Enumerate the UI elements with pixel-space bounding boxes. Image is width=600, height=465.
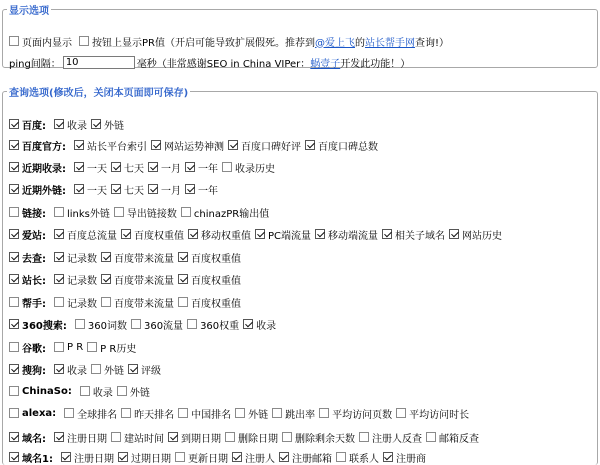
option-checkbox[interactable] — [178, 297, 188, 307]
option-label: 外链 — [104, 365, 124, 377]
query-group-row — [9, 295, 245, 309]
option-item[interactable] — [148, 182, 181, 197]
option-item[interactable] — [178, 250, 241, 265]
option-label: 百度口碑好评 — [241, 141, 301, 153]
option-checkbox[interactable] — [175, 452, 185, 462]
option-item[interactable] — [396, 406, 469, 421]
group-toggle[interactable] — [9, 362, 50, 377]
option-checkbox[interactable] — [426, 432, 436, 442]
group-toggle[interactable] — [9, 227, 50, 242]
group-checkbox[interactable] — [9, 297, 19, 307]
option-label: 注册人 — [244, 453, 275, 465]
option-label: 移动端流量 — [328, 230, 379, 242]
option-item[interactable] — [383, 450, 426, 465]
query-group-row — [9, 227, 506, 241]
option-label: PC端流量 — [268, 230, 312, 242]
option-item[interactable] — [80, 384, 113, 399]
query-group-row — [9, 117, 128, 131]
option-checkbox[interactable] — [181, 207, 191, 217]
option-checkbox[interactable] — [178, 274, 188, 284]
query-group-row — [9, 250, 245, 264]
option-label: 百度权重值 — [191, 298, 241, 310]
display-options-row — [9, 34, 453, 48]
option-checkbox[interactable] — [305, 140, 315, 150]
group-toggle[interactable] — [9, 295, 50, 310]
show-pr-mid: 的 — [354, 37, 365, 49]
option-item[interactable] — [128, 362, 161, 377]
option-checkbox[interactable] — [151, 140, 161, 150]
option-item[interactable] — [54, 250, 97, 265]
group-toggle[interactable] — [9, 317, 71, 332]
option-label: 平均访问时长 — [409, 409, 470, 421]
option-checkbox[interactable] — [185, 184, 195, 194]
group-label: 360搜索: — [22, 320, 67, 332]
option-label: P R — [67, 341, 84, 353]
option-label: 全球排名 — [77, 409, 118, 421]
option-item[interactable] — [175, 450, 228, 465]
option-label: 七天 — [124, 163, 144, 175]
author-link[interactable]: @爱上飞 — [314, 37, 355, 49]
group-label: 近期外链: — [22, 185, 66, 197]
option-checkbox[interactable] — [74, 162, 84, 172]
option-item[interactable] — [188, 227, 251, 242]
group-toggle[interactable] — [9, 138, 70, 153]
option-checkbox[interactable] — [225, 432, 235, 442]
option-checkbox[interactable] — [131, 319, 141, 329]
option-label: 外链 — [248, 409, 269, 421]
option-item[interactable] — [114, 205, 177, 220]
option-label: 百度权重值 — [134, 230, 184, 242]
query-group-row — [9, 450, 430, 464]
option-label: 记录数 — [67, 298, 97, 310]
option-checkbox[interactable] — [336, 452, 346, 462]
option-label: 联系人 — [348, 453, 379, 465]
query-options-panel — [2, 84, 598, 465]
group-checkbox[interactable] — [9, 386, 19, 396]
group-checkbox[interactable] — [9, 452, 19, 462]
option-label: 导出链接数 — [126, 208, 177, 220]
option-checkbox[interactable] — [315, 229, 325, 239]
option-label: 删除日期 — [238, 433, 278, 445]
option-item[interactable] — [282, 430, 355, 445]
group-label: 帮手: — [22, 298, 46, 310]
ping-interval-input[interactable] — [63, 56, 135, 69]
option-label: 收录历史 — [235, 163, 275, 175]
option-label: 一天 — [87, 185, 107, 197]
option-label: 网站运势神测 — [164, 141, 224, 153]
option-item[interactable] — [185, 182, 218, 197]
option-checkbox[interactable] — [101, 274, 111, 284]
option-item[interactable] — [235, 406, 268, 421]
option-label: 外链 — [129, 387, 150, 399]
option-checkbox[interactable] — [111, 432, 121, 442]
group-label: alexa: — [22, 407, 57, 419]
show-pr-label: 按钮上显示PR值（开启可能导致扩展假死。推荐到 — [92, 37, 315, 49]
group-label: 链接: — [22, 208, 46, 220]
option-item[interactable] — [382, 227, 445, 242]
group-toggle[interactable] — [9, 340, 50, 355]
option-item[interactable] — [187, 317, 239, 332]
option-label: 评级 — [141, 365, 161, 377]
option-item[interactable] — [111, 160, 144, 175]
option-checkbox[interactable] — [178, 252, 188, 262]
option-label: 百度口碑总数 — [318, 141, 378, 153]
option-checkbox[interactable] — [74, 140, 84, 150]
option-checkbox[interactable] — [243, 319, 253, 329]
option-item[interactable] — [178, 272, 241, 287]
option-checkbox[interactable] — [91, 119, 101, 129]
group-checkbox[interactable] — [9, 432, 19, 442]
group-toggle[interactable] — [9, 408, 60, 419]
option-checkbox[interactable] — [54, 119, 64, 129]
option-label: 收录 — [67, 120, 87, 132]
option-item[interactable] — [315, 227, 378, 242]
option-item[interactable] — [319, 406, 392, 421]
option-item[interactable] — [87, 340, 136, 355]
option-label: 昨天排名 — [134, 409, 175, 421]
option-checkbox[interactable] — [272, 408, 282, 418]
option-label: 百度权重值 — [191, 253, 241, 265]
group-toggle[interactable] — [9, 160, 70, 175]
option-label: 注册商 — [395, 453, 426, 465]
option-label: 收录 — [67, 365, 87, 377]
option-item[interactable] — [178, 406, 231, 421]
show-pr-suffix: 查询!） — [414, 37, 449, 49]
option-checkbox[interactable] — [396, 408, 406, 418]
option-label: 一月 — [161, 163, 181, 175]
option-checkbox[interactable] — [101, 297, 111, 307]
group-label: 搜狗: — [22, 365, 46, 377]
option-checkbox[interactable] — [178, 408, 188, 418]
option-checkbox[interactable] — [114, 207, 124, 217]
option-label: 中国排名 — [191, 409, 232, 421]
option-label: 七天 — [124, 185, 144, 197]
option-item[interactable] — [151, 138, 224, 153]
option-item[interactable] — [336, 450, 379, 465]
option-checkbox[interactable] — [222, 162, 232, 172]
option-item[interactable] — [101, 295, 174, 310]
option-item[interactable] — [75, 317, 127, 332]
option-label: 相关子域名 — [395, 230, 446, 242]
option-label: 百度带来流量 — [114, 253, 174, 265]
group-label: 百度官方: — [22, 141, 66, 153]
option-label: 邮箱反查 — [439, 433, 479, 445]
option-item[interactable] — [54, 362, 87, 377]
option-item[interactable] — [54, 227, 117, 242]
group-toggle[interactable] — [9, 205, 50, 220]
option-checkbox[interactable] — [128, 364, 138, 374]
option-checkbox[interactable] — [228, 140, 238, 150]
option-item[interactable] — [54, 272, 97, 287]
show-in-page-label: 页面内显示 — [22, 37, 72, 49]
option-checkbox[interactable] — [121, 408, 131, 418]
option-item[interactable] — [148, 160, 181, 175]
option-label: P R历史 — [100, 343, 137, 355]
option-item[interactable] — [91, 117, 124, 132]
option-label: 百度权重值 — [191, 275, 241, 287]
group-toggle[interactable] — [9, 430, 50, 445]
option-checkbox[interactable] — [75, 319, 85, 329]
option-checkbox[interactable] — [319, 408, 329, 418]
option-label: 一天 — [87, 163, 107, 175]
query-group-row — [9, 406, 473, 420]
group-toggle[interactable] — [9, 250, 50, 265]
option-item[interactable] — [449, 227, 502, 242]
option-label: 百度总流量 — [67, 230, 117, 242]
option-item[interactable] — [178, 295, 241, 310]
group-checkbox[interactable] — [9, 319, 19, 329]
show-pr-checkbox[interactable] — [79, 36, 89, 46]
query-group-row — [9, 362, 165, 376]
option-checkbox[interactable] — [54, 342, 64, 352]
option-label: 到期日期 — [181, 433, 221, 445]
option-label: 收录 — [256, 320, 277, 332]
option-item[interactable] — [111, 182, 144, 197]
option-checkbox[interactable] — [279, 452, 289, 462]
option-label: 一年 — [198, 185, 218, 197]
option-item[interactable] — [117, 384, 150, 399]
display-options-legend: 显示选项 — [9, 6, 49, 17]
option-checkbox[interactable] — [101, 252, 111, 262]
option-checkbox[interactable] — [87, 342, 97, 352]
option-item[interactable] — [64, 406, 117, 421]
option-checkbox[interactable] — [255, 229, 265, 239]
group-label: 站长: — [22, 275, 46, 287]
query-options-legend: 查询选项(修改后，关闭本页面即可保存) — [9, 88, 189, 99]
option-item[interactable] — [121, 406, 174, 421]
option-checkbox[interactable] — [111, 184, 121, 194]
ping-row — [9, 55, 410, 69]
option-label: 360流量 — [143, 320, 184, 332]
option-item[interactable] — [61, 450, 114, 465]
option-label: 建站时间 — [124, 433, 164, 445]
option-item[interactable] — [54, 295, 97, 310]
query-group-row — [9, 160, 279, 174]
group-label: ChinaSo: — [22, 385, 72, 397]
option-show-in-page[interactable] — [9, 34, 72, 49]
option-label: 删除剩余天数 — [295, 433, 355, 445]
ping-suffix: 毫秒（非常感谢SEO in China VIPer： — [136, 58, 311, 70]
option-label: 一年 — [198, 163, 218, 175]
option-checkbox[interactable] — [54, 207, 64, 217]
option-checkbox[interactable] — [61, 452, 71, 462]
group-label: 百度: — [22, 120, 46, 132]
option-label: 记录数 — [67, 275, 97, 287]
option-label: 百度带来流量 — [114, 298, 174, 310]
option-label: 收录 — [92, 387, 113, 399]
ping-label: ping间隔： — [9, 58, 61, 70]
option-checkbox[interactable] — [117, 386, 127, 396]
option-item[interactable] — [228, 138, 301, 153]
option-checkbox[interactable] — [54, 274, 64, 284]
query-group-row — [9, 384, 154, 398]
group-label: 去查: — [22, 253, 46, 265]
option-item[interactable] — [74, 138, 147, 153]
option-label: 一月 — [161, 185, 181, 197]
group-toggle[interactable] — [9, 450, 57, 465]
option-checkbox[interactable] — [54, 297, 64, 307]
option-label: 外链 — [104, 120, 124, 132]
option-label: 跳出率 — [285, 409, 316, 421]
option-item[interactable] — [272, 406, 315, 421]
option-checkbox[interactable] — [91, 364, 101, 374]
option-item[interactable] — [255, 227, 311, 242]
option-checkbox[interactable] — [80, 386, 90, 396]
option-checkbox[interactable] — [54, 252, 64, 262]
option-checkbox[interactable] — [148, 162, 158, 172]
option-item[interactable] — [91, 362, 124, 377]
option-label: 百度带来流量 — [114, 275, 174, 287]
query-group-row — [9, 205, 273, 219]
option-checkbox[interactable] — [232, 452, 242, 462]
option-label: 更新日期 — [187, 453, 228, 465]
option-item[interactable] — [426, 430, 479, 445]
option-label: 注册日期 — [67, 433, 107, 445]
option-checkbox[interactable] — [54, 364, 64, 374]
option-item[interactable] — [54, 117, 87, 132]
option-label: 记录数 — [67, 253, 97, 265]
option-checkbox[interactable] — [449, 229, 459, 239]
option-item[interactable] — [54, 205, 110, 220]
option-label: 站长平台索引 — [87, 141, 147, 153]
option-item[interactable] — [185, 160, 218, 175]
option-label: 网站历史 — [462, 230, 503, 242]
option-checkbox[interactable] — [148, 184, 158, 194]
option-checkbox[interactable] — [54, 229, 64, 239]
group-checkbox[interactable] — [9, 364, 19, 374]
option-checkbox[interactable] — [64, 408, 74, 418]
option-checkbox[interactable] — [121, 229, 131, 239]
option-show-pr-on-button[interactable] — [79, 34, 449, 49]
group-checkbox[interactable] — [9, 229, 19, 239]
query-group-row — [9, 182, 222, 196]
option-item[interactable] — [232, 450, 275, 465]
group-label: 域名1: — [22, 453, 53, 465]
option-label: 注册邮箱 — [291, 453, 332, 465]
group-label: 谷歌: — [22, 343, 46, 355]
query-group-row — [9, 138, 382, 152]
option-checkbox[interactable] — [168, 432, 178, 442]
group-checkbox[interactable] — [9, 274, 19, 284]
option-checkbox[interactable] — [188, 229, 198, 239]
option-checkbox[interactable] — [235, 408, 245, 418]
option-label: chinazPR输出值 — [193, 208, 270, 220]
group-toggle[interactable] — [9, 117, 50, 132]
contributor-link[interactable]: 蜗壹子 — [310, 58, 341, 70]
option-item[interactable] — [101, 272, 174, 287]
option-item[interactable] — [118, 450, 171, 465]
show-in-page-checkbox[interactable] — [9, 36, 19, 46]
option-label: links外链 — [67, 208, 110, 220]
group-checkbox[interactable] — [9, 184, 19, 194]
option-item[interactable] — [243, 317, 276, 332]
option-checkbox[interactable] — [187, 319, 197, 329]
query-group-row — [9, 430, 483, 444]
display-options-panel — [2, 2, 598, 68]
option-checkbox[interactable] — [111, 162, 121, 172]
option-item[interactable] — [225, 430, 278, 445]
group-checkbox[interactable] — [9, 252, 19, 262]
option-item[interactable] — [181, 205, 269, 220]
option-item[interactable] — [279, 450, 332, 465]
option-item[interactable] — [74, 182, 107, 197]
option-label: 注册人反查 — [372, 433, 422, 445]
option-label: 移动权重值 — [201, 230, 251, 242]
option-item[interactable] — [222, 160, 275, 175]
option-item[interactable] — [121, 227, 184, 242]
option-item[interactable] — [131, 317, 183, 332]
group-checkbox[interactable] — [9, 342, 19, 352]
group-checkbox[interactable] — [9, 408, 19, 418]
option-checkbox[interactable] — [359, 432, 369, 442]
option-checkbox[interactable] — [54, 432, 64, 442]
option-item[interactable] — [305, 138, 378, 153]
option-item[interactable] — [168, 430, 221, 445]
group-checkbox[interactable] — [9, 119, 19, 129]
group-checkbox[interactable] — [9, 207, 19, 217]
query-group-row — [9, 272, 245, 286]
group-label: 域名: — [22, 433, 46, 445]
option-checkbox[interactable] — [74, 184, 84, 194]
option-item[interactable] — [74, 160, 107, 175]
option-checkbox[interactable] — [185, 162, 195, 172]
group-checkbox[interactable] — [9, 140, 19, 150]
group-label: 近期收录: — [22, 163, 66, 175]
option-checkbox[interactable] — [282, 432, 292, 442]
group-toggle[interactable] — [9, 272, 50, 287]
option-item[interactable] — [111, 430, 164, 445]
option-checkbox[interactable] — [383, 452, 393, 462]
helper-site-link[interactable]: 站长帮手网 — [364, 37, 415, 49]
option-item[interactable] — [54, 430, 107, 445]
option-checkbox[interactable] — [118, 452, 128, 462]
option-label: 注册日期 — [73, 453, 114, 465]
group-label: 爱站: — [22, 230, 46, 242]
option-checkbox[interactable] — [382, 229, 392, 239]
option-item[interactable] — [54, 342, 83, 353]
option-item[interactable] — [359, 430, 422, 445]
group-checkbox[interactable] — [9, 162, 19, 172]
option-label: 平均访问页数 — [332, 409, 393, 421]
option-label: 360词数 — [87, 320, 127, 332]
group-toggle[interactable] — [9, 182, 70, 197]
query-group-row — [9, 317, 280, 331]
option-label: 360权重 — [200, 320, 240, 332]
option-label: 过期日期 — [130, 453, 171, 465]
option-item[interactable] — [101, 250, 174, 265]
group-toggle[interactable] — [9, 386, 76, 397]
query-group-row — [9, 340, 140, 354]
ping-thanks: 开发此功能！） — [340, 58, 411, 70]
